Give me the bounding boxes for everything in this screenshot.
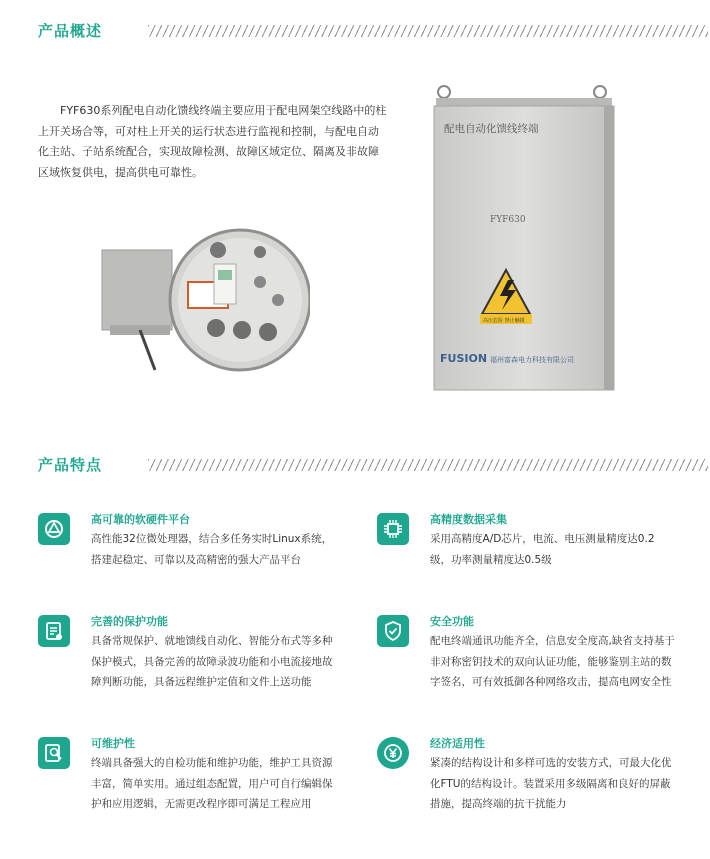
feature-text: 配电终端通讯功能齐全，信息安全度高,缺省支持基于非对称密钥技术的双向认证功能，能够鉴别主站的数字签名，可有效抵御各种网络攻击，提高电网安全性 <box>430 635 675 688</box>
warning-text: 高压危险 禁止触摸 <box>483 318 525 324</box>
company-name: 福州富森电力科技有限公司 <box>490 356 574 364</box>
overview-paragraph: FYF630系列配电自动化馈线终端主要应用于配电网架空线路中的柱上开关场合等，可对柱上开关的运行状态进行监视和控制，与配电自动化主站、子站系统配合，实现故障检测、故障区域定位、隔离及非故障区域恢复供电，提高供电可靠性。 <box>38 104 387 179</box>
feature-title: 高精度数据采集 <box>430 513 507 526</box>
feature-text: 具备常规保护、就地馈线自动化、智能分布式等多种保护模式，具备完善的故障录波功能和小电流接地故障判断功能，具备远程维护定值和文件上送功能 <box>91 635 333 688</box>
feature-text: 紧凑的结构设计和多样可选的安装方式，可最大化优化FTU的结构设计。装置采用多级隔离和良好的屏蔽措施，提高终端的抗干扰能力 <box>430 757 672 810</box>
chip-icon <box>377 513 409 545</box>
brand-logo: FUSION <box>440 352 488 365</box>
search-doc-icon <box>38 737 70 769</box>
yuan-icon <box>377 737 409 769</box>
shield-check-icon <box>377 615 409 647</box>
feature-text: 高性能32位微处理器，结合多任务实时Linux系统，搭建起稳定、可靠以及高精密的强大产品平台 <box>91 533 333 566</box>
feature-title: 高可靠的软硬件平台 <box>91 513 190 526</box>
cabinet-model: FYF630 <box>490 215 526 225</box>
header-hatch-rule <box>148 459 708 471</box>
header-hatch-rule <box>148 25 708 37</box>
feature-title: 经济适用性 <box>430 737 485 750</box>
feature-text: 采用高精度A/D芯片，电流、电压测量精度达0.2级，功率测量精度达0.5级 <box>430 533 655 566</box>
features-title: 产品特点 <box>38 455 103 474</box>
feature-title: 安全功能 <box>430 615 474 628</box>
overview-title: 产品概述 <box>38 21 103 40</box>
feature-title: 完善的保护功能 <box>91 615 168 628</box>
platform-icon <box>38 513 70 545</box>
features-header <box>38 452 102 476</box>
overview-header <box>38 18 102 42</box>
cabinet-photo <box>430 84 618 392</box>
cabinet-label: 配电自动化馈线终端 <box>444 123 539 135</box>
round-terminal-photo <box>100 220 310 395</box>
feature-title: 可维护性 <box>91 737 135 750</box>
feature-text: 终端具备强大的自检功能和维护功能，维护工具资源丰富，简单实用。通过组态配置，用户可自行编辑保护和应用逻辑，无需更改程序即可满足工程应用 <box>91 757 333 810</box>
document-icon <box>38 615 70 647</box>
